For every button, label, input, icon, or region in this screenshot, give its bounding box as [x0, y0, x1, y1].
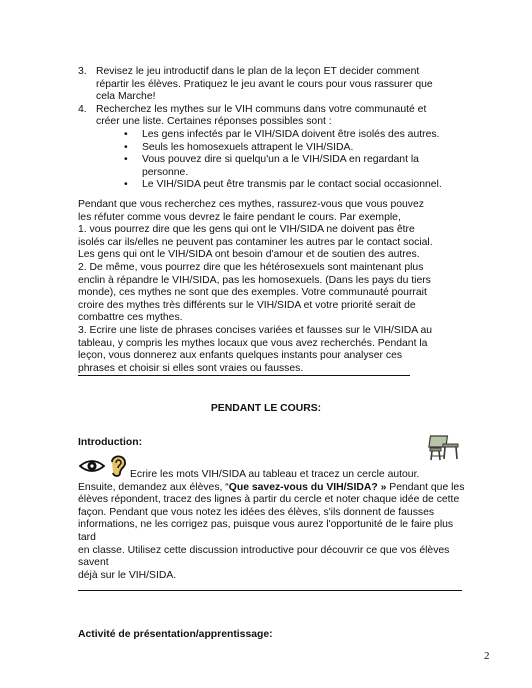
step-line: répartir les élèves. Pratiquez le jeu avant le cours pour vous rassurer que — [96, 78, 433, 90]
introduction-text — [78, 469, 466, 582]
step-line: créer une liste. Certaines réponses possibles sont : — [96, 116, 332, 128]
intro-line: en classe. Utilisez cette discussion introductive pour découvrir ce que vos élèves savent — [78, 544, 450, 569]
intro-line: élèves répondent, tracez des lignes à partir du cercle et noter chaque idée de cette — [78, 494, 460, 506]
myths-explanation-paragraph — [78, 199, 450, 375]
myth-line: Les gens infectés par le VIH/SIDA doivent être isolés des autres. — [142, 128, 440, 140]
bullet-icon: • — [124, 128, 128, 140]
myth-item — [124, 179, 458, 192]
step-number: 3. — [78, 66, 87, 77]
step-line: Revisez le jeu introductif dans le plan de la leçon ET decider comment — [96, 66, 420, 77]
paragraph-line: leçon, vous donnerez aux enfants quelques instants pour analyser ces — [78, 350, 403, 362]
intro-text: Pendant que les — [386, 481, 465, 493]
bullet-icon: • — [124, 179, 128, 191]
paragraph-line: les réfuter comme vous devrez le faire pendant le cours. Par exemple, — [78, 211, 401, 223]
paragraph-line: isolés car ils/elles ne peuvent pas contaminer les autres par le contact social. — [78, 236, 433, 248]
paragraph-line: tableau, y compris les mythes locaux que vous avez recherchés. Pendant la — [78, 337, 428, 349]
preparation-steps — [78, 66, 458, 192]
step-4 — [78, 104, 458, 192]
intro-line — [78, 482, 466, 495]
intro-line: informations, ne les corrigez pas, puisque vous aurez l'opportunité de le faire plus tard — [78, 519, 454, 543]
step-line: Recherchez les mythes sur le VIH communs dans votre communauté et — [96, 103, 427, 115]
step-3 — [78, 66, 458, 104]
myth-item — [124, 154, 458, 179]
myth-item — [124, 142, 458, 155]
during-class-heading: PENDANT LE COURS: — [210, 403, 322, 414]
paragraph-line: combattre ces mythes. — [78, 312, 183, 324]
bullet-icon: • — [124, 154, 128, 166]
page-number: 2 — [484, 650, 490, 662]
intro-question: Que savez-vous du VIH/SIDA? » — [228, 481, 387, 493]
intro-line: déjà sur le VIH/SIDA. — [78, 569, 177, 581]
paragraph-line: phrases et choisir si elles sont vraies ou fausses. — [78, 362, 304, 374]
section-divider — [78, 590, 462, 591]
paragraph-line: 3. Ecrire une liste de phrases concises variées et fausses sur le VIH/SIDA au — [78, 324, 433, 336]
intro-text: Ensuite, demandez aux élèves, “ — [78, 481, 229, 493]
myth-line: personne. — [142, 166, 189, 178]
paragraph-line: 1. vous pourrez dire que les gens qui ont le VIH/SIDA ne doivent pas être — [78, 224, 415, 236]
step-line: cela Marche! — [96, 91, 156, 103]
intro-line: Ecrire les mots VIH/SIDA au tableau et tracez un cercle autour. — [130, 469, 420, 480]
myth-line: Vous pouvez dire si quelqu'un a le VIH/SIDA en regardant la — [142, 154, 419, 166]
paragraph-line: Les gens qui ont le VIH/SIDA ont besoin d'amour et de soutien des autres. — [78, 249, 420, 261]
myths-list — [96, 129, 458, 192]
introduction-title: Introduction: — [78, 437, 143, 448]
activity-title: Activité de présentation/apprentissage: — [78, 629, 273, 640]
school-desk-icon — [427, 432, 463, 467]
intro-line: façon. Pendant que vous notez les idées des élèves, s'ils donnent de fausses — [78, 506, 435, 518]
paragraph-line: enclin à répandre le VIH/SIDA, pas les homosexuels. (Dans les pays du tiers — [78, 274, 431, 286]
myth-line: Seuls les homosexuels attrapent le VIH/SIDA. — [142, 141, 354, 153]
step-number: 4. — [78, 103, 87, 115]
paragraph-line: 2. De même, vous pourrez dire que les hétérosexuels sont maintenant plus — [78, 261, 424, 273]
myth-item — [124, 129, 458, 142]
paragraph-line: monde), ces mythes ne sont que des exemples. Votre communauté pourrait — [78, 287, 427, 299]
myth-line: Le VIH/SIDA peut être transmis par le contact social occasionnel. — [142, 179, 442, 191]
paragraph-line: Pendant que vous recherchez ces mythes, rassurez-vous que vous pouvez — [78, 199, 424, 210]
section-divider — [78, 375, 410, 376]
bullet-icon: • — [124, 141, 128, 153]
paragraph-line: croire des mythes très différents sur le VIH/SIDA et votre priorité serait de — [78, 299, 416, 311]
